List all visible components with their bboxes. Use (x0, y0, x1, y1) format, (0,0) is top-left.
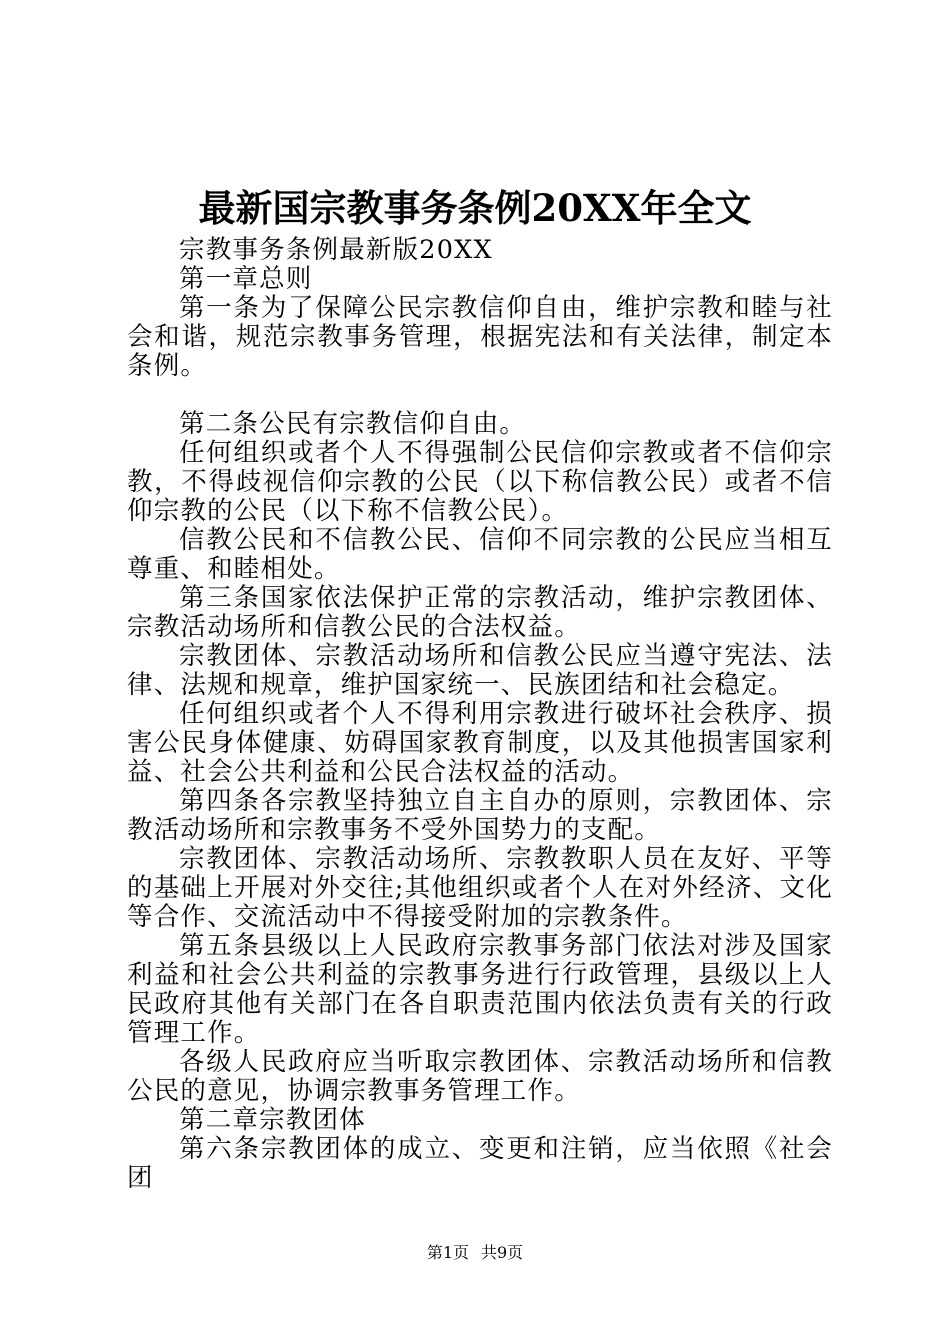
document-title: 最新国宗教事务条例20XX年全文 (198, 186, 752, 230)
paragraph-4: 第二条公民有宗教信仰自由。 (179, 409, 527, 439)
paragraph-spacer (127, 381, 833, 410)
paragraph-13: 各级人民政府应当听取宗教团体、宗教活动场所和信教公民的意见，协调宗教事务管理工作。 (127, 1047, 833, 1106)
paragraph-10: 第四条各宗教坚持独立自主自办的原则，宗教团体、宗教活动场所和宗教事务不受外国势力的支配。 (127, 786, 833, 845)
page-footer (0, 1243, 950, 1263)
document-body (127, 236, 833, 1193)
paragraph-1: 宗教事务条例最新版20XX (179, 235, 493, 265)
paragraph-12: 第五条县级以上人民政府宗教事务部门依法对涉及国家利益和社会公共利益的宗教事务进行行政管理，县级以上人民政府其他有关部门在各自职责范围内依法负责有关的行政管理工作。 (127, 931, 833, 1048)
paragraph-8: 宗教团体、宗教活动场所和信教公民应当遵守宪法、法律、法规和规章，维护国家统一、民族团结和社会稳定。 (127, 641, 833, 700)
paragraph-3: 第一条为了保障公民宗教信仰自由，维护宗教和睦与社会和谐，规范宗教事务管理，根据宪法和有关法律，制定本条例。 (127, 293, 833, 381)
paragraph-11: 宗教团体、宗教活动场所、宗教教职人员在友好、平等的基础上开展对外交往;其他组织或者个人在对外经济、文化等合作、交流活动中不得接受附加的宗教条件。 (127, 844, 833, 932)
paragraph-6: 信教公民和不信教公民、信仰不同宗教的公民应当相互尊重、和睦相处。 (127, 525, 833, 584)
paragraph-7: 第三条国家依法保护正常的宗教活动，维护宗教团体、宗教活动场所和信教公民的合法权益。 (127, 583, 833, 642)
paragraph-9: 任何组织或者个人不得利用宗教进行破坏社会秩序、损害公民身体健康、妨碍国家教育制度，以及其他损害国家利益、社会公共利益和公民合法权益的活动。 (127, 699, 833, 787)
paragraph-15: 第六条宗教团体的成立、变更和注销，应当依照《社会团 (127, 1134, 833, 1193)
page-number: 第1页 (426, 1243, 469, 1262)
paragraph-5: 任何组织或者个人不得强制公民信仰宗教或者不信仰宗教，不得歧视信仰宗教的公民（以下称信教公民）或者不信仰宗教的公民（以下称不信教公民）。 (127, 438, 833, 526)
page-total: 共9页 (481, 1243, 524, 1262)
paragraph-2: 第一章总则 (179, 264, 313, 294)
paragraph-14: 第二章宗教团体 (179, 1105, 366, 1135)
